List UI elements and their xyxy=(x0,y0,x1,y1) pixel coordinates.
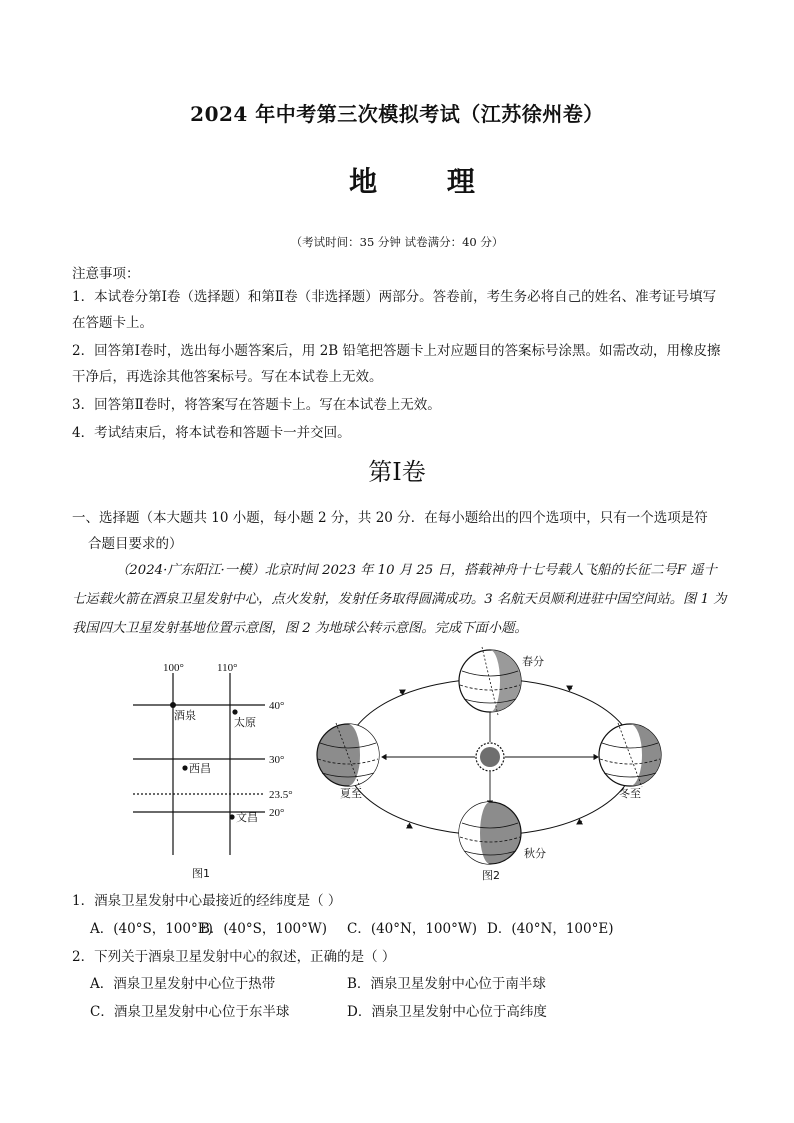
lon-label-110: 110° xyxy=(217,662,238,674)
orbit-arrow-se xyxy=(577,821,582,824)
orbit-arrow-ne xyxy=(567,686,572,689)
question-2-option-a: A．酒泉卫星发射中心位于热带 xyxy=(90,976,276,992)
notice-heading: 注意事项： xyxy=(72,266,140,282)
question-1-stem: 1．酒泉卫星发射中心最接近的经纬度是（ ） xyxy=(72,893,342,909)
section-instruction-line2: 合题目要求的） xyxy=(88,536,183,552)
lat-label-30: 30° xyxy=(269,754,285,766)
exam-info: （考试时间：35 分钟 试卷满分：40 分） xyxy=(290,235,504,249)
earth-autumn xyxy=(459,802,521,864)
figure2-caption: 图2 xyxy=(482,869,500,882)
site-jiuquan-label: 酒泉 xyxy=(174,709,196,722)
question-1-option-b: B．(40°S，100°W) xyxy=(200,921,328,937)
notice-item-3: 3．回答第Ⅱ卷时，将答案写在答题卡上。写在本试卷上无效。 xyxy=(72,397,441,413)
question-2-option-d: D．酒泉卫星发射中心位于高纬度 xyxy=(347,1004,547,1020)
section-instruction-line1: 一、选择题（本大题共 10 小题，每小题 2 分，共 20 分．在每小题给出的四个选项中，只有一个选项是符 xyxy=(72,510,708,526)
question-1-option-c: C．(40°N，100°W) xyxy=(347,921,477,937)
figure1-map xyxy=(125,655,300,885)
site-xichang-label: 西昌 xyxy=(189,762,211,775)
notice-item-2: 2．回答第Ⅰ卷时，选出每小题答案后，用 2B 铅笔把答题卡上对应题目的答案标号涂黑。如需改动，用橡皮擦干净后，再选涂其他答案标号。写在本试卷上无效。 xyxy=(72,343,721,385)
sun xyxy=(480,747,500,767)
notice-item-1: 1．本试卷分第Ⅰ卷（选择题）和第Ⅱ卷（非选择题）两部分。答卷前，考生务必将自己的姓名、准考证号填写在答题卡上。 xyxy=(72,289,717,331)
section-instruction xyxy=(72,505,727,557)
label-autumn: 秋分 xyxy=(524,847,546,860)
site-xichang-dot xyxy=(182,765,187,770)
site-taiyuan-dot xyxy=(232,709,237,714)
question-2-option-b: B．酒泉卫星发射中心位于南半球 xyxy=(347,976,546,992)
lat-label-40: 40° xyxy=(269,700,285,712)
orbit-arrow-nw xyxy=(400,690,405,693)
notice-item-4: 4．考试结束后，将本试卷和答题卡一并交回。 xyxy=(72,425,351,441)
question-1-option-a: A．(40°S，100°E) xyxy=(90,921,213,937)
question-stem: （2024·广东阳江·一模）北京时间 2023 年 10 月 25 日，搭载神舟十七号载人飞船的长征二号F 遥十七运载火箭在酒泉卫星发射中心，点火发射，发射任务取得圆满成功。3 名航天员顺利进驻中国空间站。图 1 为我国四大卫星发射基地位置示意图，图 2 为地球公转示意图。完成下面小题。 xyxy=(72,563,727,636)
earth-spring xyxy=(459,647,521,715)
section-title: 第Ⅰ卷 xyxy=(368,458,426,486)
lon-label-100: 100° xyxy=(163,662,184,674)
site-wenchang-dot xyxy=(229,814,234,819)
subject-title: 地 理 xyxy=(349,165,505,198)
site-jiuquan-dot xyxy=(170,702,176,708)
label-winter: 冬至 xyxy=(619,787,641,800)
orbit-arrow-sw xyxy=(407,825,412,828)
question-2-stem: 2．下列关于酒泉卫星发射中心的叙述，正确的是（ ） xyxy=(72,949,396,965)
question-2-option-c: C．酒泉卫星发射中心位于东半球 xyxy=(90,1004,290,1020)
lat-label-23-5: 23.5° xyxy=(269,789,293,801)
figure2-orbit xyxy=(312,645,672,885)
figure1-caption: 图1 xyxy=(192,867,210,880)
lat-label-20: 20° xyxy=(269,807,285,819)
site-taiyuan-label: 太原 xyxy=(234,716,256,729)
site-wenchang-label: 文昌 xyxy=(236,811,258,824)
label-spring: 春分 xyxy=(522,655,544,668)
exam-title: 2024 年中考第三次模拟考试（江苏徐州卷） xyxy=(190,102,604,126)
earth-winter xyxy=(599,723,661,787)
label-summer: 夏至 xyxy=(340,787,362,800)
earth-summer xyxy=(317,723,379,787)
question-1-option-d: D．(40°N，100°E) xyxy=(487,921,614,937)
